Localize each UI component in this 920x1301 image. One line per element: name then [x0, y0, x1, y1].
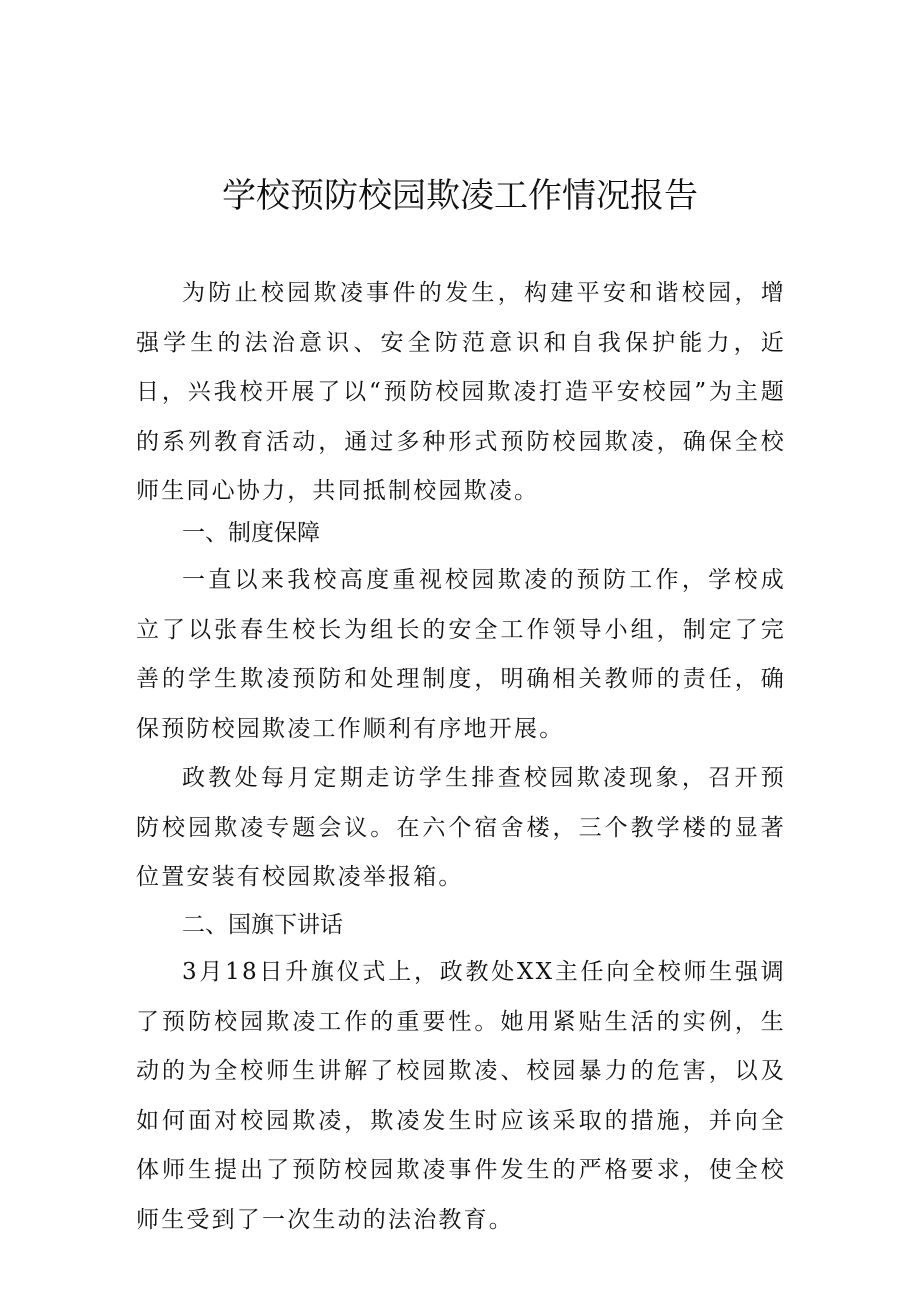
section2-paragraph-1: 3月18日升旗仪式上，政教处XX主任向全校师生强调了预防校园欺凌工作的重要性。她用紧贴生活的实例，生动的为全校师生讲解了校园欺凌、校园暴力的危害，以及如何面对校园欺凌，欺凌发生时应该采取的措施，并向全体师生提出了预防校园欺凌事件发生的严格要求，使全校师生受到了一次生动的法治教育。 — [136, 959, 786, 1233]
document-title: 学校预防校园欺凌工作情况报告 — [222, 176, 698, 216]
section1-paragraph-2: 政教处每月定期走访学生排查校园欺凌现象，召开预防校园欺凌专题会议。在六个宿舍楼，三个教学楼的显著位置安装有校园欺凌举报箱。 — [136, 765, 786, 890]
section1-paragraph-1: 一直以来我校高度重视校园欺凌的预防工作，学校成立了以张春生校长为组长的安全工作领导小组，制定了完善的学生欺凌预防和处理制度，明确相关教师的责任，确保预防校园欺凌工作顺利有序地开展。 — [136, 567, 786, 742]
section-heading-system: 一、制度保障 — [182, 520, 320, 546]
section-heading-flag-speech: 二、国旗下讲话 — [182, 912, 343, 938]
intro-paragraph: 为防止校园欺凌事件的发生，构建平安和谐校园，增强学生的法治意识、安全防范意识和自我保护能力，近日，兴我校开展了以“预防校园欺凌打造平安校园”为主题的系列教育活动，通过多种形式预防校园欺凌，确保全校师生同心协力，共同抵制校园欺凌。 — [136, 280, 786, 504]
